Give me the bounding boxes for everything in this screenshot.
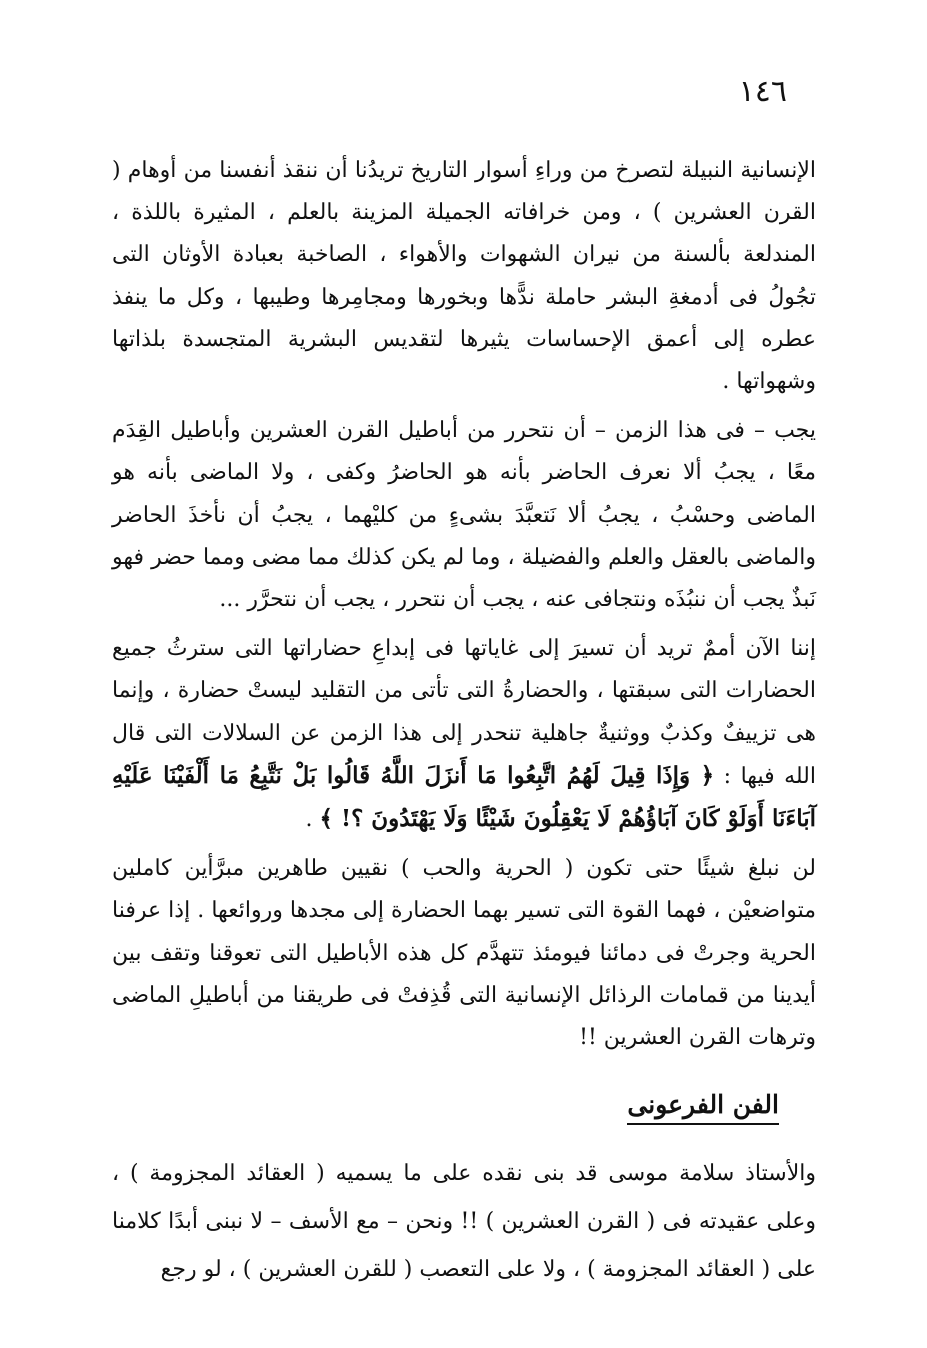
- paragraph-2: يجب – فى هذا الزمن – أن نتحرر من أباطيل القرن العشرين وأباطيل القِدَم معًا ، يجبُ ألا نعرف الحاضر بأنه هو الحاضرُ وكفى ، ولا الماضى بأنه هو الماضى وحسْبُ ، يجبُ ألا نَتعبَّدَ بشىءٍ من كليْهما ، يجبُ أن نأخذَ الحاضر والماضى بالعقل والعلم والفضيلة ، وما لم يكن كذلك مما مضى ومما حضر فهو نَبذٌ يجب أن ننبُذَه ونتجافى عنه ، يجب أن نتحرر ، يجب أن نتحرَّر ...: [112, 418, 816, 613]
- paragraph-3-end: .: [305, 807, 313, 833]
- paragraph-1: الإنسانية النبيلة لتصرخ من وراءِ أسوار التاريخ تريدُنا أن ننقذ أنفسنا من أوهام ( القرن العشرين ) ، ومن خرافاته الجميلة المزينة بالعلم ، المثيرة باللذة ، المندلعة بألسنة من نيران الشهوات والأهواء ، الصاخبة بعبادة الأوثان التى تجُولُ فى أدمغةِ البشر حاملة ندًّها وبخورها ومجامِرها وطيبها ، وكل ما ينفذ عطره إلى أعمق الإحساسات يثيرها لتقديس البشرية المتجسدة بلذاتها وشهواتها .: [112, 158, 816, 395]
- quran-verse: ﴿ وَإِذَا قِيلَ لَهُمُ اتَّبِعُوا مَا أَنزَلَ اللَّهُ قَالُوا بَلْ نَتَّبِعُ مَا أَلْفَيْنَا عَلَيْهِ آبَاءَنَا أَوَلَوْ كَانَ آبَاؤُهُمْ لَا يَعْقِلُونَ شَيْئًا وَلَا يَهْتَدُونَ ؟! ﴾: [112, 761, 816, 833]
- page-number: ١٤٦: [738, 74, 787, 109]
- paragraph-4: لن نبلغ شيئًا حتى تكون ( الحرية والحب ) نقيين طاهرين مبرَّأين كاملين متواضعيْن ، فهما القوة التى تسير بهما الحضارة إلى مجدها وروائعها . إذا عرفنا الحرية وجرتْ فى دمائنا فيومئذ تتهدَّم كل هذه الأباطيل التى تعوقنا وتقف بين أيدينا من قمامات الرذائل الإنسانية التى قُذِفتْ فى طريقنا من أباطيلِ الماضى وترهات القرن العشرين !!: [112, 856, 816, 1051]
- main-text-block: [112, 150, 816, 1066]
- paragraph-3-text: إننا الآن أممٌ تريد أن تسيرَ إلى غاياتها فى إبداعِ حضاراتها التى سترثُ جميع الحضارات التى سبقتها ، والحضارةُ التى تأتى من التقليد ليستْ حضارة ، وإنما هى تزييفٌ وكذبٌ ووثنيةٌ جاهلية تنحدر إلى هذا الزمن عن السلالات التى قال الله فيها :: [112, 636, 816, 789]
- section-heading: الفن الفرعونى: [627, 1090, 779, 1125]
- paragraph-3: [112, 628, 816, 841]
- section-paragraph: والأستاذ سلامة موسى قد بنى نقده على ما يسميه ( العقائد المجزومة ) ، وعلى عقيدته فى ( القرن العشرين ) !! ونحن – مع الأسف – لا نبنى أبدًا كلامنا على ( العقائد المجزومة ) ، ولا على التعصب ( للقرن العشرين ) ، لو رجع: [112, 1161, 816, 1282]
